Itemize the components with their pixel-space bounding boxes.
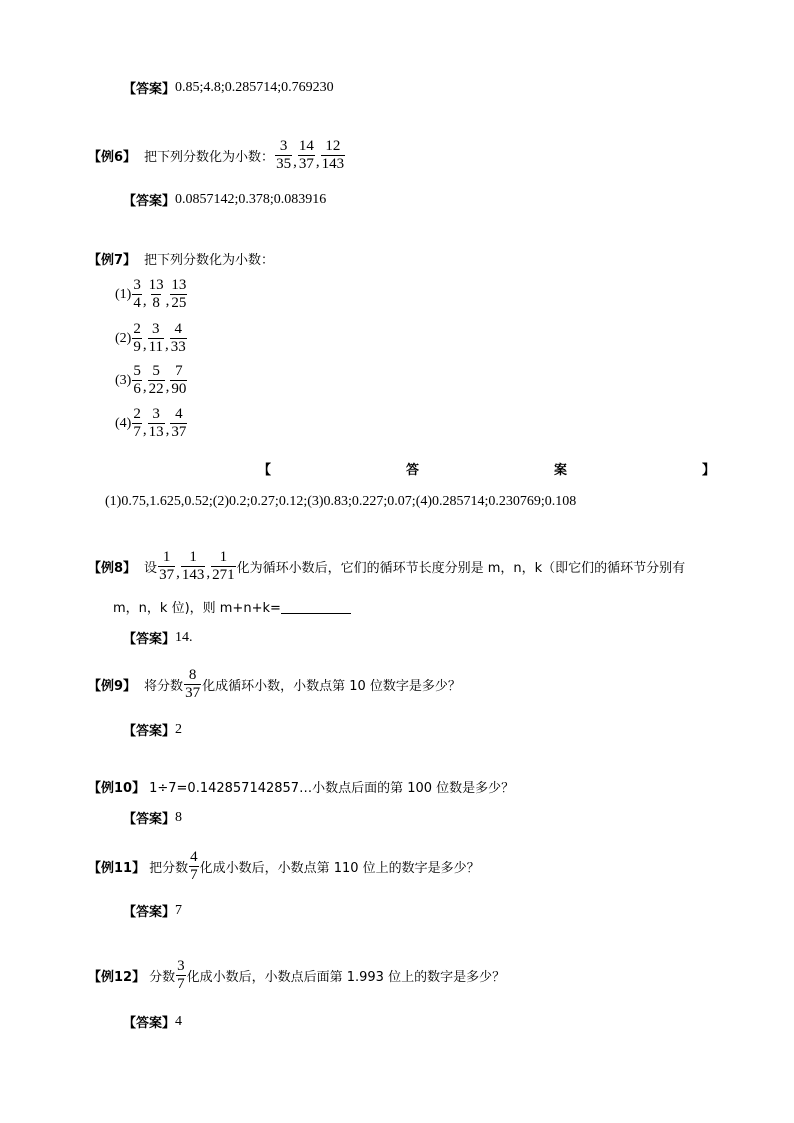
ex8-question: 【例8】 设 $\frac{1}{37}$ , $\frac{1}{143}$ , $\frac{1}{271}$ 化为循环小数后，它们的循环节长度分别是 m，n，k（即它们的循环节分别有 <box>88 549 686 583</box>
ex7-answer-header <box>258 459 715 478</box>
ex11-text: 化成小数后，小数点第 110 位上的数字是多少？ <box>199 861 480 876</box>
ex12-question <box>88 958 505 993</box>
fraction: $\frac{13}{25}$ <box>171 277 187 311</box>
fraction: $\frac{5}{6}$ <box>133 363 141 397</box>
fraction: $\frac{3}{11}$ <box>148 321 164 355</box>
ex9-text: 化成循环小数，小数点第 10 位数字是多少？ <box>202 679 461 694</box>
ex8-answer-line <box>123 628 193 647</box>
ex6-answer-line <box>123 190 326 209</box>
fraction: $\frac{7}{90}$ <box>171 363 187 397</box>
ex6-answer: 0.0857142;0.378;0.083916 <box>175 191 327 207</box>
ex9-answer: 2 <box>175 721 183 737</box>
ex12-tag: 【例12】 <box>88 970 146 985</box>
answer-label: 【答案】 <box>123 1016 176 1031</box>
answer-label: 【答案】 <box>123 724 176 739</box>
ex6-prompt: 把下列分数化为小数： <box>144 150 275 165</box>
ex5-answer-line <box>123 78 334 97</box>
ex7-answer-line <box>105 494 576 510</box>
group-label: (4) <box>115 415 132 431</box>
ex5-answer: 0.85;4.8;0.285714;0.769230 <box>175 79 334 95</box>
ex11-question <box>88 849 480 884</box>
ex6-question: 【例6】 把下列分数化为小数： $\frac{3}{35}$ , $\frac{14}{37}$ , $\frac{12}{143}$ <box>88 138 345 172</box>
ex7-question <box>88 249 274 268</box>
fraction: $\frac{8}{37}$ <box>185 667 201 701</box>
fraction: $\frac{1}{37}$ <box>159 549 175 583</box>
ex7-group-4: (4) $\frac{2}{7}$ , $\frac{3}{13}$ , $\frac{4}{37}$ <box>115 406 187 440</box>
fraction: $\frac{2}{9}$ <box>133 321 141 355</box>
ex12-text: 化成小数后，小数点后面第 1.993 位上的数字是多少？ <box>186 970 506 985</box>
ex10-answer: 8 <box>175 809 183 825</box>
ex9-tag: 【例9】 <box>88 679 137 694</box>
ex7-group-2: (2) $\frac{2}{9}$ , $\frac{3}{11}$ , $\frac{4}{33}$ <box>115 321 186 355</box>
group-label: (3) <box>115 372 132 388</box>
answer-blank <box>281 599 351 614</box>
ex8-answer: 14. <box>175 629 193 645</box>
ex9-answer-line <box>123 720 182 739</box>
fraction: $\frac{3}{35}$ <box>276 138 292 172</box>
answer-label: 【答案】 <box>123 194 176 209</box>
fraction: $\frac{2}{7}$ <box>133 406 141 440</box>
ex11-tag: 【例11】 <box>88 861 146 876</box>
answer-header-part: 答 <box>405 463 419 478</box>
ex7-group-1: (1) $\frac{3}{4}$ , $\frac{13}{8}$ , $\frac{13}{25}$ <box>115 277 187 311</box>
ex10-text: 1÷7=0.142857142857…小数点后面的第 100 位数是多少？ <box>149 781 515 796</box>
ex11-lead: 把分数 <box>149 861 189 876</box>
ex7-answer: (1)0.75,1.625,0.52;(2)0.2;0.27;0.12;(3)0.83;0.227;0.07;(4)0.285714;0.230769;0.108 <box>105 494 577 509</box>
ex8-text-2: m，n，k 位)，则 m+n+k= <box>113 601 281 616</box>
ex12-answer-line <box>123 1012 182 1031</box>
fraction: $\frac{1}{143}$ <box>181 549 205 583</box>
ex11-answer-line <box>123 901 182 920</box>
answer-label: 【答案】 <box>123 905 176 920</box>
answer-header-part: 【 <box>258 463 272 478</box>
fraction: $\frac{3}{4}$ <box>133 277 141 311</box>
fraction: $\frac{12}{143}$ <box>321 138 345 172</box>
fraction: $\frac{4}{37}$ <box>171 406 187 440</box>
ex8-text-1: 化为循环小数后，它们的循环节长度分别是 m，n，k（即它们的循环节分别有 <box>236 561 686 576</box>
ex6-tag: 【例6】 <box>88 150 137 165</box>
ex8-lead: 设 <box>144 561 158 576</box>
ex12-lead: 分数 <box>149 970 176 985</box>
ex7-tag: 【例7】 <box>88 253 137 268</box>
ex12-answer: 4 <box>175 1013 183 1029</box>
ex9-lead: 将分数 <box>144 679 184 694</box>
fraction: $\frac{13}{8}$ <box>148 277 164 311</box>
answer-header-part: 案 <box>553 463 567 478</box>
fraction: $\frac{4}{7}$ <box>190 849 198 883</box>
answer-header-part: 】 <box>701 463 715 478</box>
ex10-question <box>88 777 514 796</box>
fraction: $\frac{1}{271}$ <box>212 549 235 583</box>
answer-label: 【答案】 <box>123 812 176 827</box>
ex10-tag: 【例10】 <box>88 781 146 796</box>
ex7-group-3: (3) $\frac{5}{6}$ , $\frac{5}{22}$ , $\frac{7}{90}$ <box>115 363 187 397</box>
fraction: $\frac{3}{13}$ <box>148 406 164 440</box>
ex9-question <box>88 667 461 702</box>
fraction: $\frac{3}{7}$ <box>177 958 185 992</box>
answer-label: 【答案】 <box>123 632 176 647</box>
answer-label: 【答案】 <box>123 82 176 97</box>
fraction: $\frac{5}{22}$ <box>148 363 164 397</box>
ex8-tag: 【例8】 <box>88 561 137 576</box>
group-label: (1) <box>115 286 132 302</box>
group-label: (2) <box>115 330 132 346</box>
fraction: $\frac{4}{33}$ <box>170 321 186 355</box>
ex8-question-cont <box>113 597 351 616</box>
fraction: $\frac{14}{37}$ <box>298 138 314 172</box>
ex7-prompt: 把下列分数化为小数： <box>144 253 275 268</box>
ex11-answer: 7 <box>175 902 183 918</box>
ex10-answer-line <box>123 808 182 827</box>
